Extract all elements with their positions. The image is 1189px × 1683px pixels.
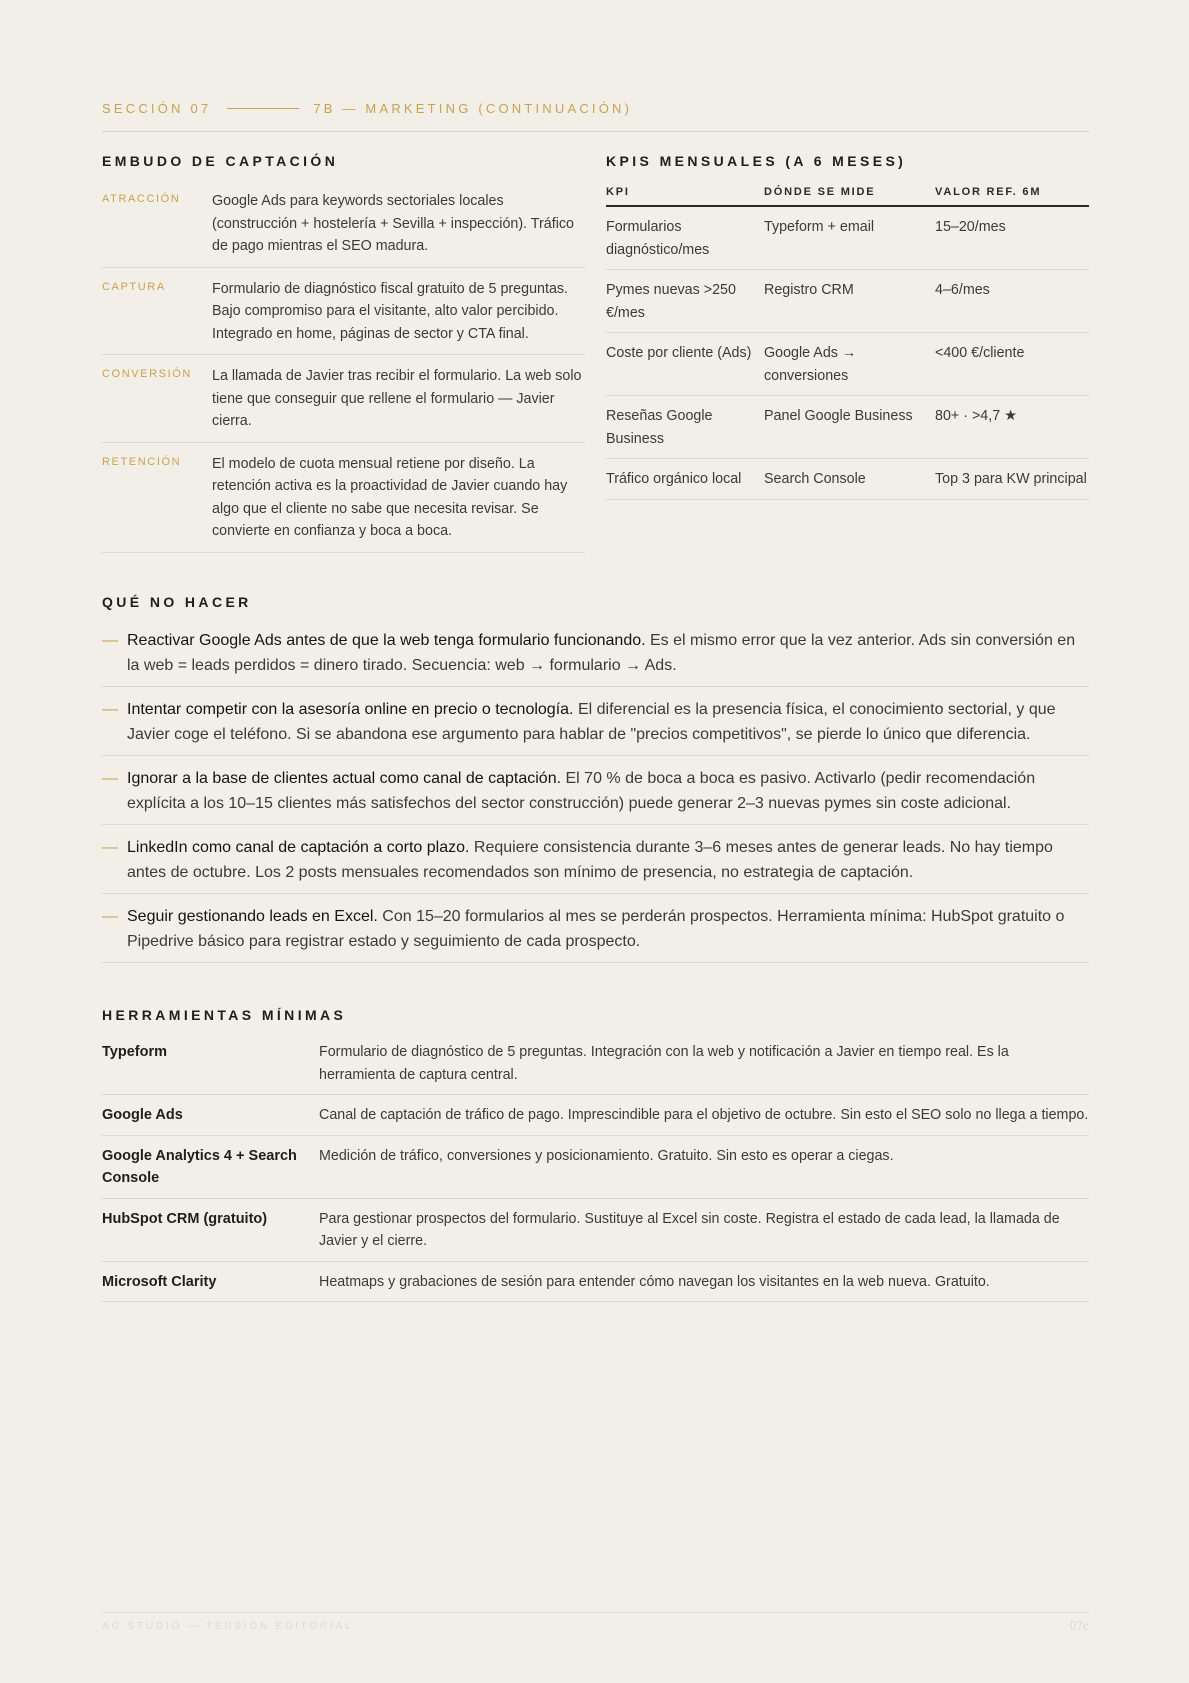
table-row — [102, 1104, 1089, 1136]
funnel-description: Formulario de diagnóstico fiscal gratuito de 5 preguntas. Bajo compromiso para el visitante, alto valor percibido. Integrado en home, páginas de sector y CTA final. — [212, 280, 569, 342]
table-row — [606, 396, 1089, 459]
kpi-cell-where: Typeform + email — [764, 219, 875, 235]
list-item — [102, 628, 1089, 687]
header-rule — [102, 131, 1089, 132]
funnel-stage: CONVERSIÓN — [102, 368, 192, 380]
footer-rule — [102, 1612, 1089, 1613]
dont-detail: El 70 % de boca a boca es pasivo. Activarlo (pedir recomendación explícita a los 10–15 clientes más satisfechos del sector construcción) puede generar 2–3 nuevas pymes sin coste adicional. — [127, 770, 1036, 812]
funnel-stage: ATRACCIÓN — [102, 193, 181, 205]
dont-text — [127, 628, 1089, 678]
table-row — [102, 1041, 1089, 1095]
dash-bullet: — — [102, 770, 118, 787]
donts-list — [102, 628, 1089, 973]
dont-text — [127, 835, 1089, 885]
table-row — [606, 270, 1089, 333]
kpi-cell-value: 80+ · >4,7 ★ — [935, 408, 1017, 424]
tools-list — [102, 1041, 1089, 1311]
dash-bullet: — — [102, 839, 118, 856]
kpi-header-value: VALOR REF. 6M — [935, 186, 1042, 198]
dash-bullet: — — [102, 632, 118, 649]
dont-detail: Con 15–20 formularios al mes se perderán prospectos. Herramienta mínima: HubSpot gratuito o Pipedrive básico para registrar estado y seguimiento de cada prospecto. — [127, 908, 1065, 950]
dont-lead: Seguir gestionando leads en Excel. — [127, 908, 378, 925]
eyebrow-divider — [227, 108, 299, 109]
kpi-cell-kpi: Formularios diagnóstico/mes — [606, 219, 710, 258]
kpi-cell-where: Google Ads → conversiones — [764, 345, 857, 384]
footer-brand: AG STUDIO — TENSIÓN EDITORIAL — [102, 1621, 354, 1632]
section-number: SECCIÓN 07 — [102, 101, 212, 116]
kpi-cell-value: Top 3 para KW principal — [935, 471, 1087, 487]
funnel-row — [102, 278, 585, 356]
tool-description: Canal de captación de tráfico de pago. Imprescindible para el objetivo de octubre. Sin esto el SEO solo no llega a tiempo. — [319, 1107, 1089, 1123]
kpi-cell-value: <400 €/cliente — [935, 345, 1025, 361]
tool-description: Heatmaps y grabaciones de sesión para entender cómo navegan los visitantes en la web nueva. Gratuito. — [319, 1273, 990, 1290]
funnel-stage: RETENCIÓN — [102, 455, 182, 468]
kpi-cell-kpi: Coste por cliente (Ads) — [606, 345, 752, 361]
list-item — [102, 835, 1089, 894]
list-item — [102, 697, 1089, 756]
section-eyebrow — [102, 101, 1089, 116]
kpi-cell-where: Panel Google Business — [764, 408, 913, 424]
dash-bullet: — — [102, 908, 118, 925]
list-item — [102, 766, 1089, 825]
table-row — [606, 207, 1089, 270]
kpi-header-where: DÓNDE SE MIDE — [764, 186, 876, 198]
kpi-table-body — [606, 207, 1089, 500]
funnel-description: El modelo de cuota mensual retiene por diseño. La retención activa es la proactividad de Javier cuando hay algo que el cliente no sabe que necesita revisar. Se convierte en confianza y boca a boca. — [212, 455, 568, 539]
list-item — [102, 904, 1089, 963]
dont-detail: El diferencial es la presencia física, el conocimiento sectorial, y que Javier coge el teléfono. Si se abandona ese argumento para hablar de "precios competitivos", se pierde lo único que diferencia. — [127, 701, 1056, 743]
funnel-list — [102, 190, 585, 563]
tool-name: Google Ads — [102, 1107, 183, 1123]
table-row — [102, 1208, 1089, 1262]
funnel-description: La llamada de Javier tras recibir el formulario. La web solo tiene que conseguir que rellene el formulario — Javier cierra. — [212, 368, 582, 429]
dont-lead: Intentar competir con la asesoría online en precio o tecnología. — [127, 701, 574, 718]
dont-lead: Reactivar Google Ads antes de que la web tenga formulario funcionando. — [127, 632, 646, 649]
tool-description: Para gestionar prospectos del formulario. Sustituye al Excel sin coste. Registra el estado de cada lead, la llamada de Javier y el cierre. — [319, 1210, 1060, 1249]
kpi-cell-value: 15–20/mes — [935, 219, 1006, 235]
table-row — [606, 333, 1089, 396]
kpi-cell-kpi: Reseñas Google Business — [606, 408, 713, 447]
dont-lead: LinkedIn como canal de captación a corto plazo. — [127, 839, 470, 856]
kpi-header-kpi: KPI — [606, 186, 630, 198]
donts-title: QUÉ NO HACER — [102, 594, 252, 610]
dont-detail: Requiere consistencia durante 3–6 meses antes de generar leads. No hay tiempo antes de octubre. Los 2 posts mensuales recomendados son mínimo de presencia, no estrategia de captación. — [127, 839, 1053, 881]
tool-name: Typeform — [102, 1044, 167, 1060]
tool-description: Formulario de diagnóstico de 5 preguntas. Integración con la web y notificación a Javier en tiempo real. Es la herramienta de captura central. — [319, 1044, 1009, 1083]
page-number: 07c — [1069, 1619, 1089, 1633]
kpi-cell-where: Search Console — [764, 471, 866, 487]
dont-detail: Es el mismo error que la vez anterior. Ads sin conversión en la web = leads perdidos = dinero tirado. Secuencia: web → formulario → Ads. — [127, 632, 1076, 674]
dont-text — [127, 766, 1089, 816]
funnel-description: Google Ads para keywords sectoriales locales (construcción + hostelería + Sevilla + inspección). Tráfico de pago mientras el SEO madura. — [212, 193, 574, 254]
tool-name: Google Analytics 4 + Search Console — [102, 1147, 297, 1186]
dont-text — [127, 697, 1089, 747]
funnel-title: EMBUDO DE CAPTACIÓN — [102, 153, 339, 169]
section-subtitle: 7B — MARKETING (CONTINUACIÓN) — [313, 101, 633, 116]
kpi-cell-kpi: Pymes nuevas >250 €/mes — [606, 282, 736, 321]
table-row — [102, 1145, 1089, 1199]
dont-lead: Ignorar a la base de clientes actual como canal de captación. — [127, 770, 562, 787]
tool-description: Medición de tráfico, conversiones y posicionamiento. Gratuito. Sin esto es operar a ciegas. — [319, 1147, 894, 1164]
kpi-title: KPIS MENSUALES (A 6 MESES) — [606, 153, 907, 169]
funnel-row — [102, 365, 585, 443]
kpi-table — [606, 186, 1089, 500]
funnel-row — [102, 190, 585, 268]
funnel-stage: CAPTURA — [102, 280, 166, 293]
kpi-cell-where: Registro CRM — [764, 282, 854, 298]
tools-title: HERRAMIENTAS MÍNIMAS — [102, 1007, 347, 1023]
table-row — [606, 459, 1089, 500]
dash-bullet: — — [102, 701, 118, 718]
kpi-table-header — [606, 186, 1089, 207]
tool-name: Microsoft Clarity — [102, 1273, 217, 1290]
funnel-row — [102, 453, 585, 553]
kpi-cell-kpi: Tráfico orgánico local — [606, 471, 742, 487]
table-row — [102, 1271, 1089, 1303]
tool-name: HubSpot CRM (gratuito) — [102, 1210, 268, 1227]
kpi-cell-value: 4–6/mes — [935, 282, 990, 298]
dont-text — [127, 904, 1089, 954]
